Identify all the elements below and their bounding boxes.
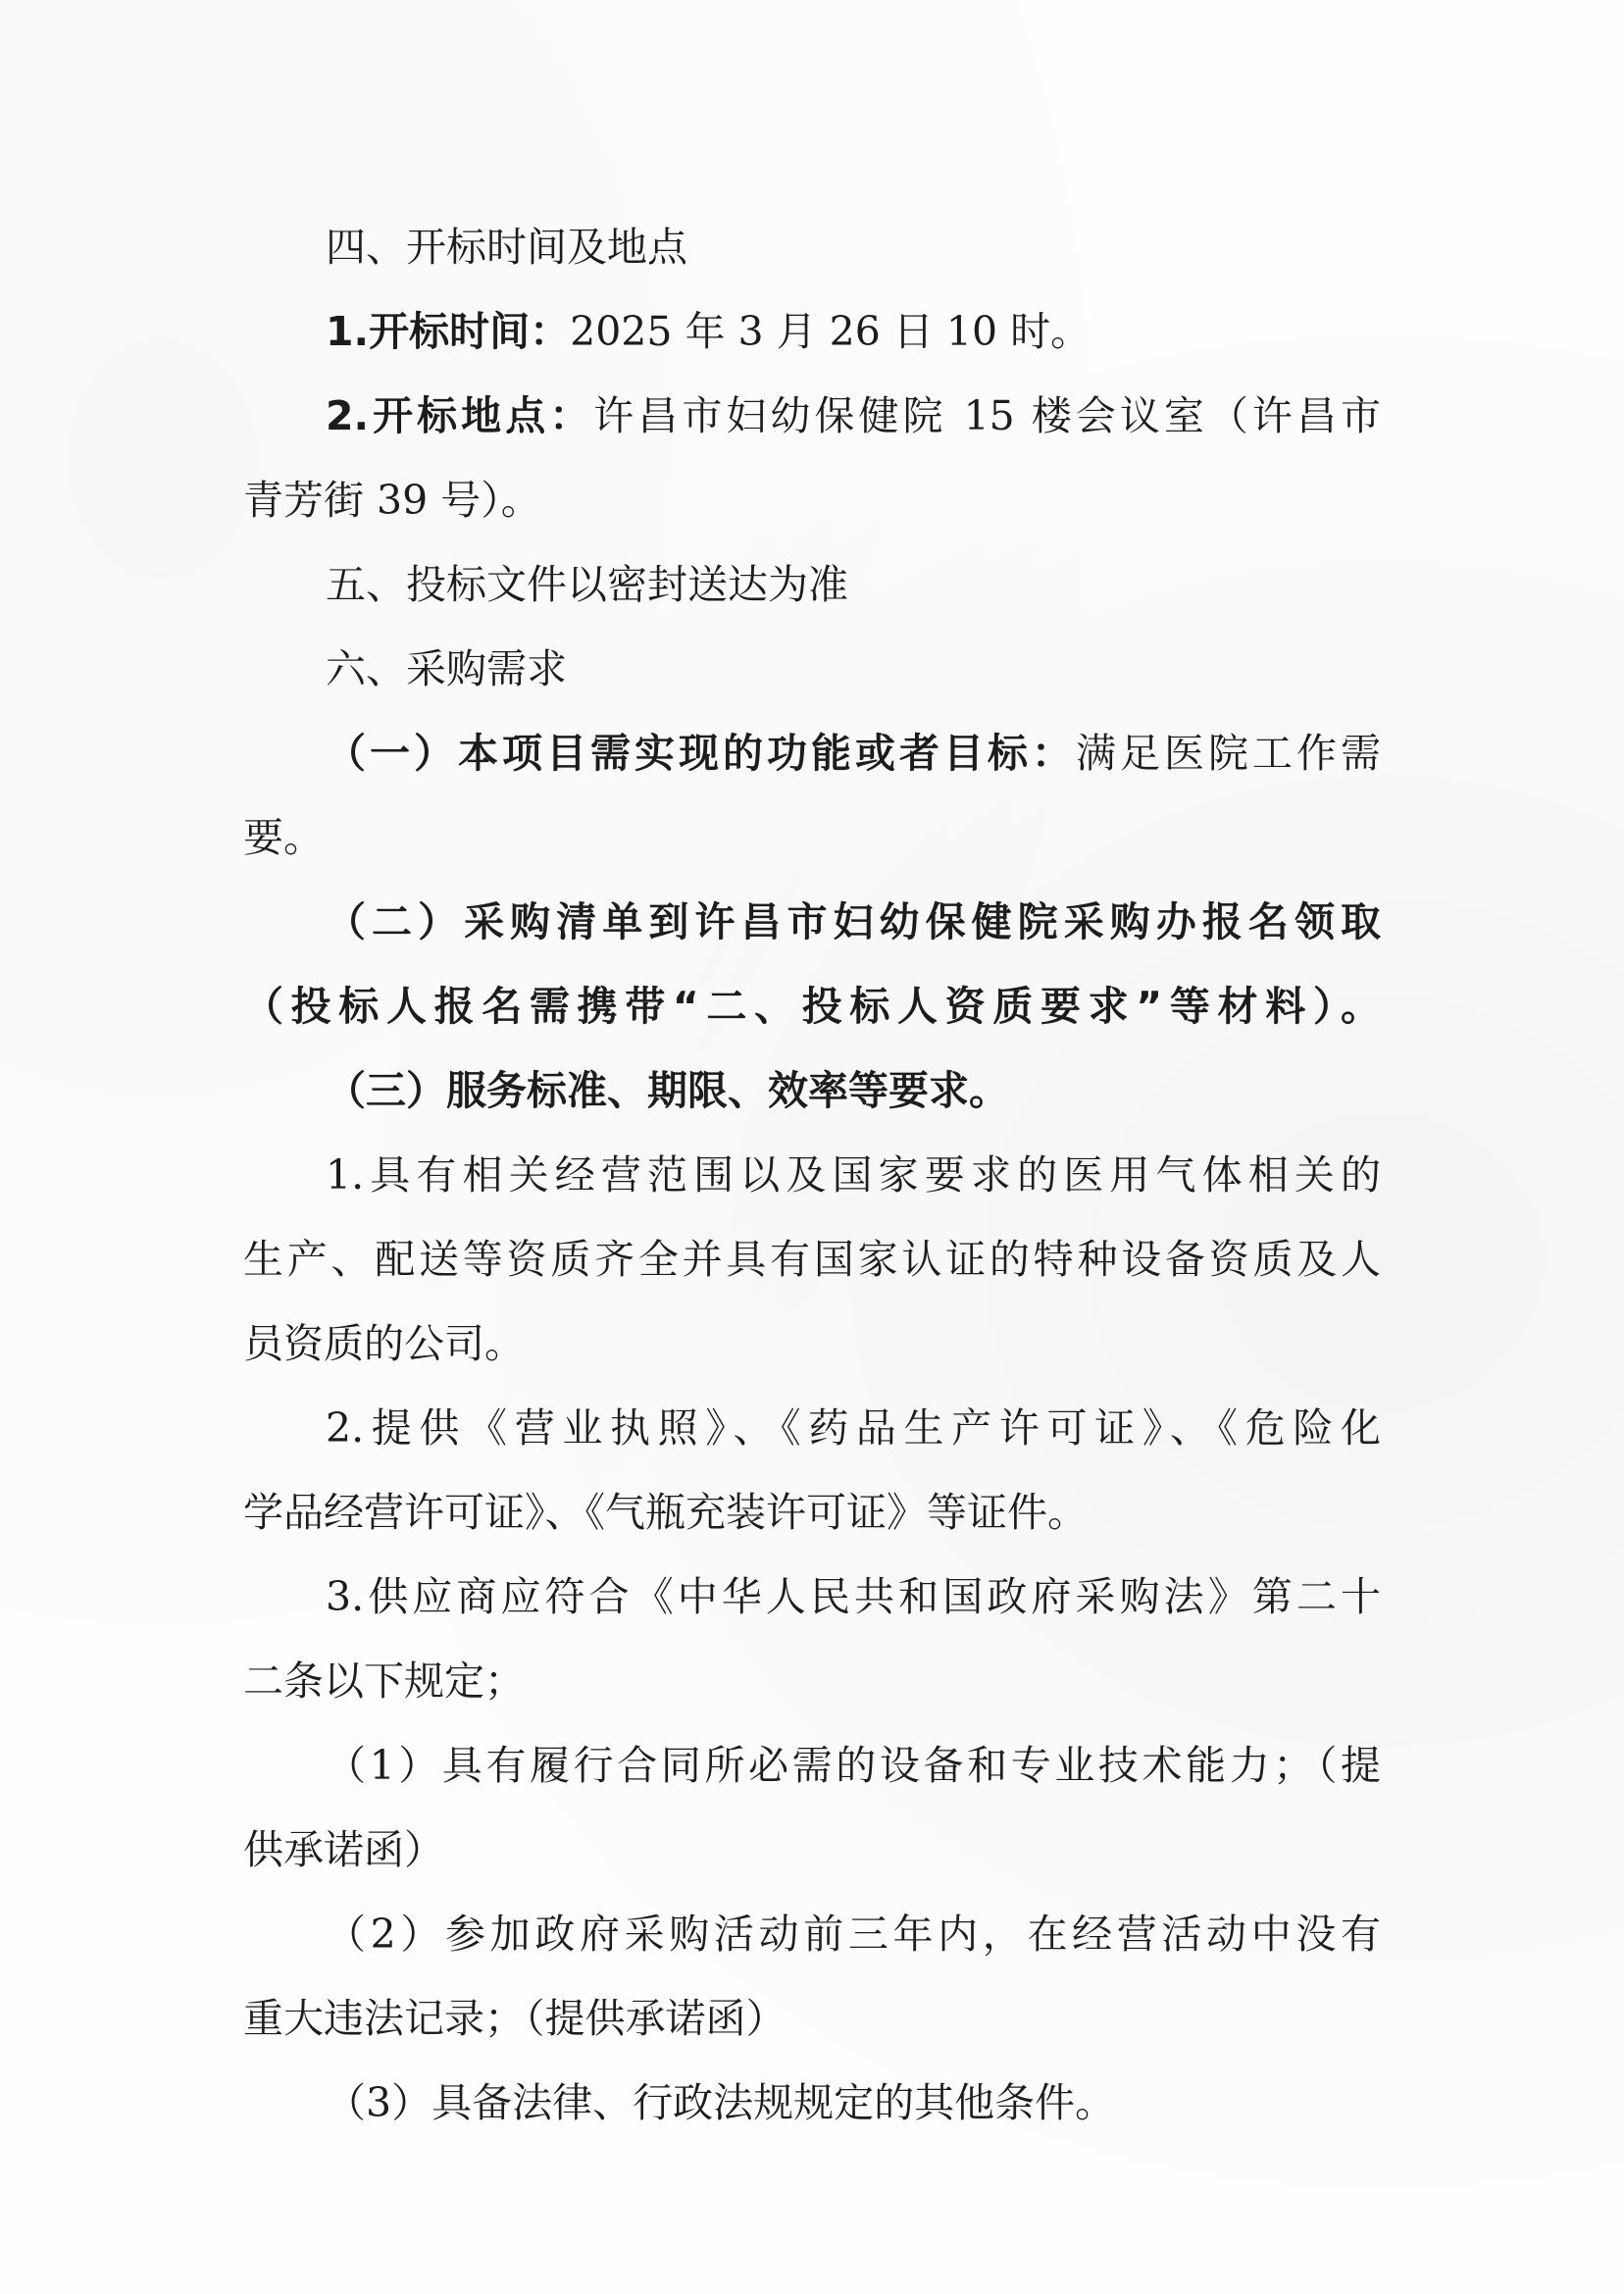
requirement-1-line-1 [243,1146,1381,1204]
requirement-1-line-2 [243,1230,1381,1289]
section-heading-requirements [243,639,1381,698]
opening-place-value-1: 许昌市妇幼保健院 15 楼会议室（许昌市 [593,392,1381,439]
sub-requirement-2-line-2 [243,1989,1381,2048]
item-procurement-list-line-1 [243,892,1381,951]
item-service-standard-text: （三）服务标准、期限、效率等要求。 [326,1067,1009,1114]
requirement-3-text-1: 3.供应商应符合《中华人民共和国政府采购法》第二十 [326,1573,1381,1620]
section-heading-text: 四、开标时间及地点 [326,224,687,271]
section-heading-text: 六、采购需求 [326,645,567,692]
requirement-3-text-2: 二条以下规定； [243,1657,525,1705]
sub-requirement-1-line-2 [243,1820,1381,1879]
requirement-1-text-2: 生产、配送等资质齐全并具有国家认证的特种设备资质及人 [243,1236,1381,1283]
opening-place-line-2 [243,471,1381,530]
sub-requirement-3-text-1: （3）具备法律、行政法规规定的其他条件。 [326,2079,1116,2126]
opening-time-line [243,302,1381,361]
section-heading-opening [243,218,1381,277]
opening-place-line-1 [243,386,1381,445]
opening-time-value: 2025 年 3 月 26 日 10 时。 [570,308,1091,355]
item-procurement-list-text-2: （投标人报名需携带“二、投标人资质要求”等材料）。 [243,983,1381,1030]
sub-requirement-1-line-1 [243,1736,1381,1795]
item-function-value-1: 满足医院工作需 [1076,730,1381,777]
item-function-line-2 [243,808,1381,867]
section-heading-text: 五、投标文件以密封送达为准 [326,561,848,608]
requirement-2-line-1 [243,1399,1381,1457]
requirement-2-line-2 [243,1483,1381,1542]
opening-place-value-2: 青芳街 39 号）。 [243,477,541,524]
section-heading-bid-docs [243,555,1381,614]
requirement-1-text-1: 1.具有相关经营范围以及国家要求的医用气体相关的 [326,1151,1381,1198]
requirement-3-line-2 [243,1652,1381,1710]
sub-requirement-2-text-2: 重大违法记录；（提供承诺函） [243,1995,787,2042]
sub-requirement-2-text-1: （2）参加政府采购活动前三年内，在经营活动中没有 [326,1911,1381,1958]
requirement-1-text-3: 员资质的公司。 [243,1320,525,1367]
item-function-value-2: 要。 [243,814,324,861]
sub-requirement-1-text-1: （1）具有履行合同所必需的设备和专业技术能力；（提 [326,1742,1381,1789]
item-service-standard [243,1061,1381,1120]
requirement-2-text-1: 2.提供《营业执照》、《药品生产许可证》、《危险化 [326,1404,1381,1452]
sub-requirement-1-text-2: 供承诺函） [243,1826,444,1873]
requirement-2-text-2: 学品经营许可证》、《气瓶充装许可证》等证件。 [243,1489,1088,1536]
requirement-1-line-3 [243,1314,1381,1373]
item-function-label: （一）本项目需实现的功能或者目标： [326,730,1076,777]
sub-requirement-2-line-1 [243,1905,1381,1963]
item-function-line-1 [243,724,1381,783]
item-procurement-list-text-1: （二）采购清单到许昌市妇幼保健院采购办报名领取 [326,898,1381,945]
opening-time-label: 1.开标时间： [326,308,571,355]
sub-requirement-3-line-1 [243,2073,1381,2132]
opening-place-label: 2.开标地点： [326,392,594,439]
item-procurement-list-line-2 [243,977,1381,1036]
requirement-3-line-1 [243,1567,1381,1626]
